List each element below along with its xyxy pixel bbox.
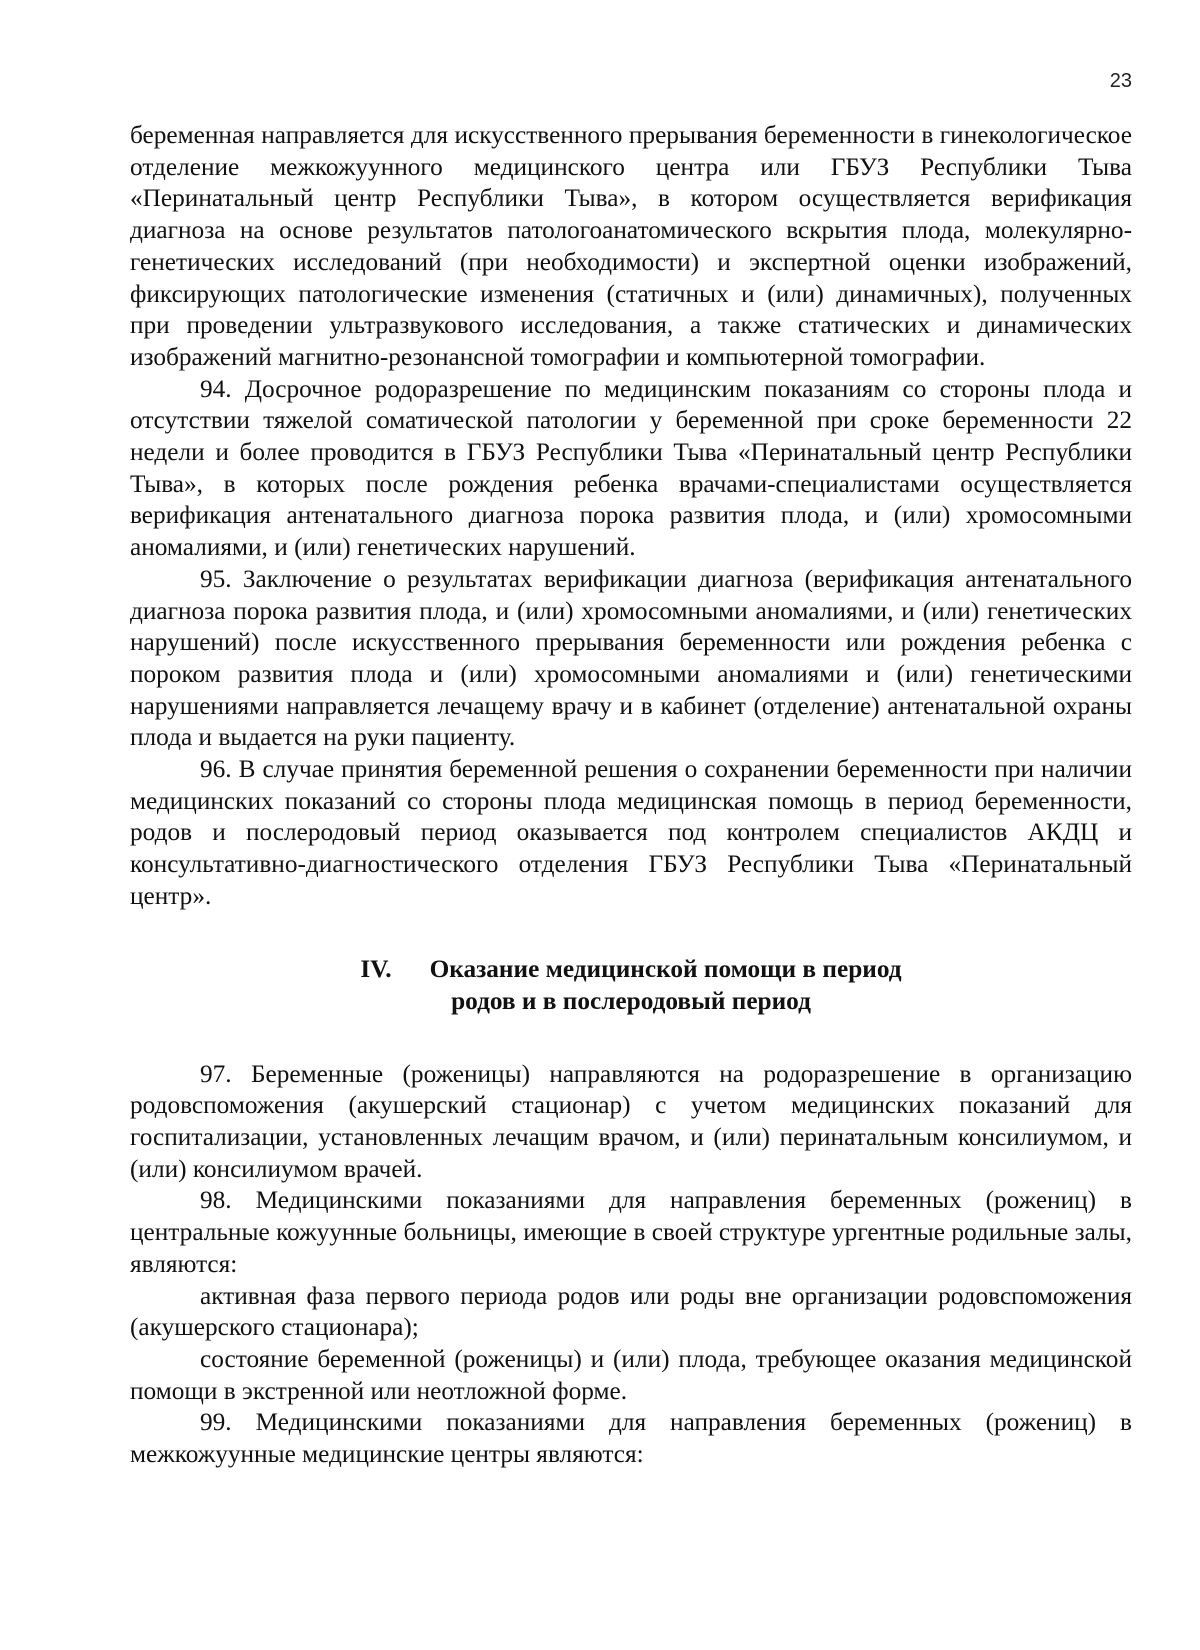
section-heading bbox=[130, 953, 1132, 1017]
section-title-line-1: Оказание медицинской помощи в период bbox=[429, 954, 902, 983]
paragraph-95: 95. Заключение о результатах верификации диагноза (верификация антенатального диагноза порока развития плода, и (или) хромосомными аномалиями, и (или) генетических нарушений) после искусственного прерывания беременности или рождения ребенка с пороком развития плода и (или) хромосомными аномалиями и (или) генетическими нарушениями направляется лечащему врачу и в кабинет (отделение) антенатальной охраны плода и выдается на руки пациенту. bbox=[130, 564, 1132, 752]
section-heading-line-1 bbox=[130, 953, 1132, 985]
paragraph-98-item-1: активная фаза первого периода родов или роды вне организации родовспоможения (акушерского стационара); bbox=[130, 1281, 1132, 1342]
section-title-line-2: родов и в послеродовый период bbox=[451, 986, 811, 1015]
paragraph-99: 99. Медицинскими показаниями для направления беременных (рожениц) в межкожуунные медицинские центры являются: bbox=[130, 1408, 1132, 1469]
paragraph-98: 98. Медицинскими показаниями для направления беременных (рожениц) в центральные кожуунные больницы, имеющие в своей структуре ургентные родильные залы, являются: bbox=[130, 1186, 1132, 1278]
paragraph-97: 97. Беременные (роженицы) направляются на родоразрешение в организацию родовспоможения (акушерский стационар) с учетом медицинских показаний для госпитализации, установленных лечащим врачом, и (или) перинатальным консилиумом, и (или) консилиумом врачей. bbox=[130, 1059, 1132, 1183]
page-number: 23 bbox=[1109, 70, 1132, 92]
paragraph-94: 94. Досрочное родоразрешение по медицинским показаниям со стороны плода и отсутствии тяжелой соматической патологии у беременной при сроке беременности 22 недели и более проводится в ГБУЗ Республики Тыва «Перинатальный центр Республики Тыва», в которых после рождения ребенка врачами-специалистами осуществляется верификация антенатального диагноза порока развития плода, и (или) хромосомными аномалиями, и (или) генетических нарушений. bbox=[130, 374, 1132, 562]
section-numeral: IV. bbox=[360, 954, 392, 983]
paragraph-96: 96. В случае принятия беременной решения о сохранении беременности при наличии медицинских показаний со стороны плода медицинская помощь в период беременности, родов и послеродовый период оказывается под контролем специалистов АКДЦ и консультативно-диагностического отделения ГБУЗ Республики Тыва «Перинатальный центр». bbox=[130, 755, 1132, 910]
document-body bbox=[130, 120, 1132, 1471]
paragraph-98-item-2: состояние беременной (роженицы) и (или) плода, требующее оказания медицинской помощи в экстренной или неотложной форме. bbox=[130, 1344, 1132, 1405]
paragraph-93-continuation: беременная направляется для искусственного прерывания беременности в гинекологическое отделение межкожуунного медицинского центра или ГБУЗ Республики Тыва «Перинатальный центр Республики Тыва», в котором осуществляется верификация диагноза на основе результатов патологоанатомического вскрытия плода, молекулярно-генетических исследований (при необходимости) и экспертной оценки изображений, фиксирующих патологические изменения (статичных и (или) динамичных), полученных при проведении ультразвукового исследования, а также статических и динамических изображений магнитно-резонансной томографии и компьютерной томографии. bbox=[130, 121, 1132, 371]
